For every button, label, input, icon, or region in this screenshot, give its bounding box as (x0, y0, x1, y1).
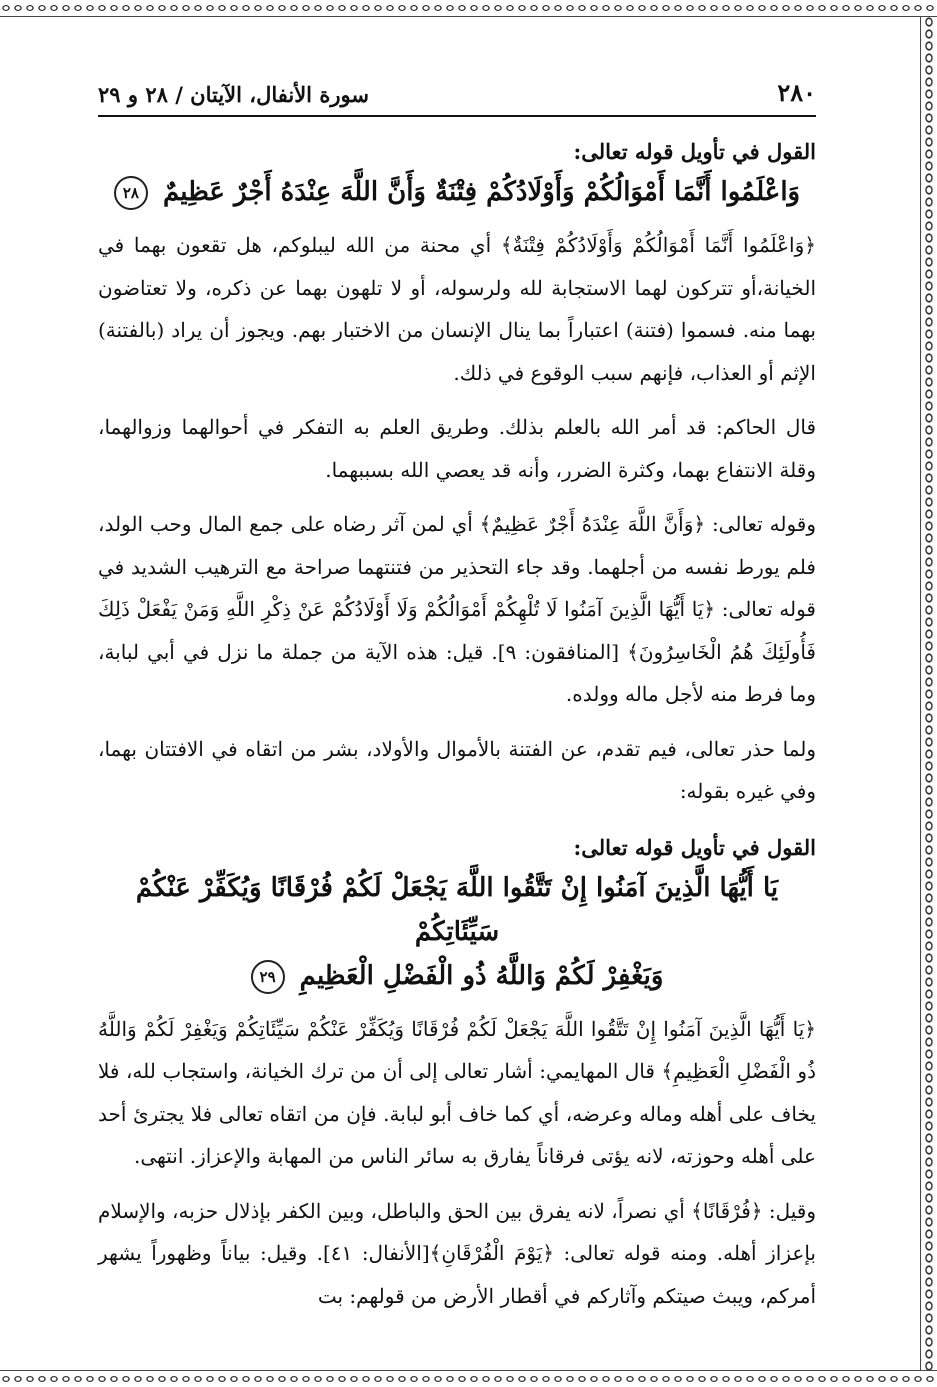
commentary-paragraph: ﴿يَا أَيُّهَا الَّذِينَ آمَنُوا إِنْ تَتَّقُوا اللَّهَ يَجْعَلْ لَكُمْ فُرْقَانًا وَيُكَفِّرْ عَنْكُمْ سَيِّئَاتِكُمْ وَيَغْفِرْ لَكُمْ وَاللَّهُ ذُو الْفَضْلِ الْعَظِيمِ﴾ قال المهايمي: أشار تعالى إلى أن من ترك الخيانة، واستجاب لله، فلا يخاف على أهله وماله وعرضه، أي كما خاف أبو لبابة. فإن من اتقاه تعالى فلا يجترئ أحد على أهله وحوزته، لانه يؤتى فرقاناً يفارق به سائر الناس من المهابة والإعزاز. انتهى. (98, 1016, 816, 1168)
verse-text: وَاعْلَمُوا أَنَّمَا أَمْوَالُكُمْ وَأَوْلَادُكُمْ فِتْنَةٌ وَأَنَّ اللَّهَ عِنْدَهُ أَجْرٌ عَظِيمٌ (162, 177, 801, 207)
section-heading: القول في تأويل قوله تعالى: (573, 139, 816, 164)
running-header (98, 78, 816, 117)
ornamental-border-right (920, 16, 937, 1371)
commentary-paragraph: ﴿وَاعْلَمُوا أَنَّمَا أَمْوَالُكُمْ وَأَوْلَادُكُمْ فِتْنَةٌ﴾ أي محنة من الله ليبلوكم، هل تقعون بهما في الخيانة،أو تتركون لهما الاستجابة لله ولرسوله، أو لا تلهون بهما عن ذكره، ولا تعتاضون بهما منه. فسموا (فتنة) اعتباراً بما ينال الإنسان من الاختبار بهم. ويجوز أن يراد (بالفتنة) الإثم أو العذاب، فإنهم سبب الوقوع في ذلك. (98, 233, 816, 385)
commentary-paragraph: قال الحاكم: قد أمر الله بالعلم بذلك. وطريق العلم به التفكر في أحوالهما وزوالهما، وقلة الانتفاع بهما، وكثرة الضرر، وأنه قد يعصي الله بسببهما. (98, 415, 816, 482)
running-title: سورة الأنفال، الآيتان / ٢٨ و ٢٩ (98, 82, 369, 107)
section-heading: القول في تأويل قوله تعالى: (573, 834, 816, 860)
commentary-paragraph: ولما حذر تعالى، فيم تقدم، عن الفتنة بالأموال والأولاد، بشر من اتقاه في الافتتان بهما، وفي غيره بقوله: (98, 736, 816, 803)
verse-number-badge: ٢٨ (114, 176, 148, 210)
verse-text-line-end (98, 954, 816, 998)
book-page (98, 78, 816, 1329)
verse-text-line: يَا أَيُّهَا الَّذِينَ آمَنُوا إِنْ تَتَّقُوا اللَّهَ يَجْعَلْ لَكُمْ فُرْقَانًا وَيُكَفِّرْ عَنْكُمْ سَيِّئَاتِكُمْ (135, 872, 779, 947)
commentary-paragraph: وقيل: ﴿فُرْقَانًا﴾ أي نصراً، لانه يفرق بين الحق والباطل، وبين الكفر بإذلال حزبه، والإسلام بإعزاز أهله. ومنه قوله تعالى: ﴿يَوْمَ الْفُرْقَانِ﴾[الأنفال: ٤١]. وقيل: بياناً وظهوراً يشهر أمركم، ويبث صيتكم وآثاركم في أقطار الأرض من قولهم: بت (98, 1198, 816, 1308)
quran-verse (98, 866, 816, 998)
quran-verse (98, 170, 816, 214)
section-verse-29 (98, 835, 816, 1318)
ornamental-border-bottom (0, 1370, 937, 1387)
verse-number-badge: ٢٩ (251, 960, 285, 994)
page-number: ٢٨٠ (777, 78, 816, 107)
section-verse-28 (98, 139, 816, 813)
commentary-paragraph: وقوله تعالى: ﴿وَأَنَّ اللَّهَ عِنْدَهُ أَجْرٌ عَظِيمٌ﴾ أي لمن آثر رضاه على جمع المال وحب الولد، فلم يورط نفسه من أجلهما. وقد جاء التحذير من فتنتهما صراحة مع الترهيب الشديد في قوله تعالى: ﴿يَا أَيُّهَا الَّذِينَ آمَنُوا لَا تُلْهِكُمْ أَمْوَالُكُمْ وَلَا أَوْلَادُكُمْ عَنْ ذِكْرِ اللَّهِ وَمَنْ يَفْعَلْ ذَلِكَ فَأُولَئِكَ هُمُ الْخَاسِرُونَ﴾ [المنافقون: ٩]. قيل: هذه الآية من جملة ما نزل في أبي لبابة، وما فرط منه لأجل ماله وولده. (98, 512, 816, 706)
verse-text-line: وَيَغْفِرْ لَكُمْ وَاللَّهُ ذُو الْفَضْلِ الْعَظِيمِ (299, 960, 664, 991)
ornamental-border-top (0, 0, 937, 17)
